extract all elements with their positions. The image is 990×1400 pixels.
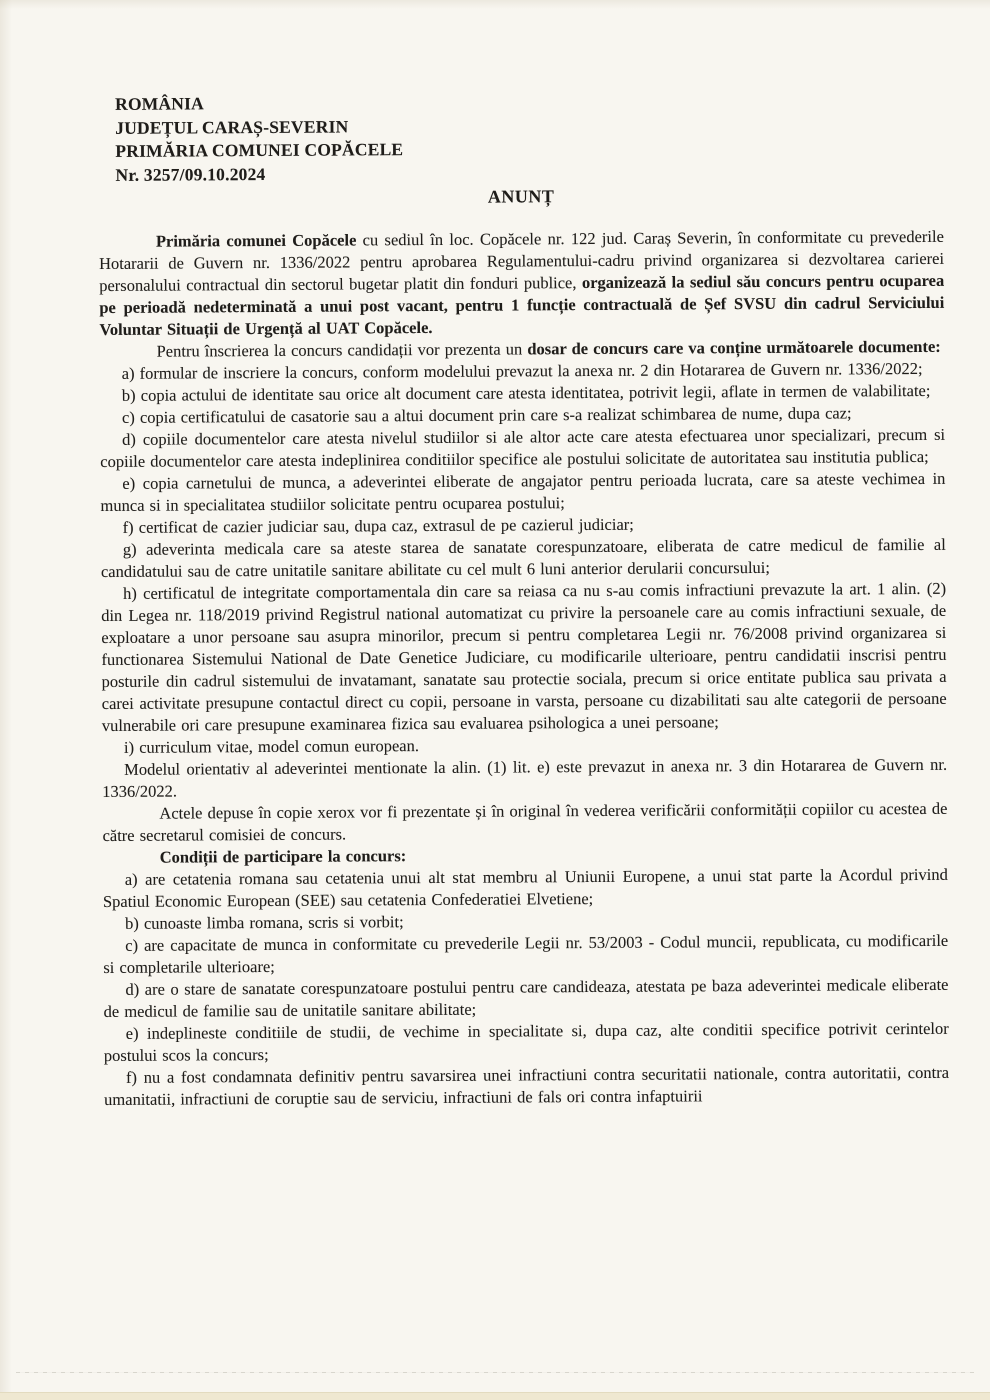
text-segment: Primăria comunei Copăcele	[155, 230, 357, 251]
text-segment: f) nu a fost condamnata definitiv pentru savarsirea unei infractiuni contra securitatii nationale, contra autoritatii, contra umanitatii, infractiuni de coruptie sau de serviciu, infractiuni de fals ori contra infaptuirii	[104, 1062, 950, 1109]
header-institution: PRIMĂRIA COMUNEI COPĂCELE	[115, 139, 404, 161]
header-county: JUDEȚUL CARAȘ-SEVERIN	[115, 115, 349, 138]
text-segment: i) curriculum vitae, model comun european.	[123, 736, 420, 757]
text-segment: Modelul orientativ al adeverintei mentionate la alin. (1) lit. e) este prevazut in anexa nr. 3 din Hotararea de Guvern nr. 1336/2022.	[102, 754, 948, 801]
text-segment: a) formular de inscriere la concurs, conform modelului prevazut la anexa nr. 2 din Hotararea de Guvern nr. 1336/2022;	[121, 358, 923, 383]
text-segment: h) certificatul de integritate comportamentala din care sa reiasa ca nu s-au comis infractiuni prevazute la art. 1 alin. (2) din Legea nr. 118/2019 privind Registrul national automatizat cu privire la persoanele care au comis infractiuni sexuale, de exploatare a unor persoane sau asupra minorilor, precum si pentru completarea Legii nr. 76/2008 privind organizarea si functionarea Sistemului National de Date Genetice Judiciare, cu modificarile ulterioare, pentru candidatii inscrisi pentru posturile din cadrul sistemului de invatamant, sanatate sau protectie sociala, precum si orice entitate publica sau privata a carei activitate presupune contactul direct cu copii, persoane in varsta, persoane cu dizabilitati sau alte categorii de persoane vulnerabile ori care presupune examinarea fizica sau evaluarea psihologica a unei persoane;	[101, 578, 947, 735]
text-segment: d) are o stare de sanatate corespunzatoare postului pentru care candideaza, atestata pe baza adeverintei medicale eliberate de medicul de familie sau de unitatile sanitare abilitate;	[103, 974, 949, 1021]
scan-edge-left	[0, 0, 12, 1400]
text-segment: d) copiile documentelor care atesta nivelul studiilor si ale altor acte care atesta efectuarea unor specializari, precum si copiile documentelor care atesta indeplinirea conditiilor specifice ale postului solicitate de autoritatea sau institutia publica;	[100, 424, 946, 471]
text-segment: g) adeverinta medicala care sa ateste starea de sanatate corespunzatoare, eliberata de catre medicul de familie al candidatului sau de catre unitatile sanitare abilitate cu cel mult 6 luni anterior derularii concursului;	[100, 534, 946, 581]
scan-edge-bottom	[0, 1392, 990, 1400]
document-sheet	[98, 88, 949, 1111]
header-country: ROMÂNIA	[115, 93, 205, 114]
text-segment: cu sediul în loc. Copăcele nr. 122 jud. Caraș Severin, în conformitate cu prevederile Hotararii de Guvern nr. 1336/2022 pentru aprobarea Regulamentului-cadru privind organizarea si dezvoltarea carierei personalului contractual din sectorul bugetar platit din fonduri publice,	[98, 226, 945, 295]
list-item	[103, 930, 948, 979]
paragraph	[102, 798, 947, 847]
header-registration-number: Nr. 3257/09.10.2024	[115, 163, 266, 185]
text-segment: dosar de concurs care va conține următoarele documente:	[527, 336, 941, 359]
list-item	[103, 864, 948, 913]
paragraph	[99, 226, 945, 341]
text-segment: e) copia carnetului de munca, a adeverintei eliberate de angajator pentru perioada lucrata, care sa ateste vechimea in munca si in specialitatea studiilor solicitate pentru ocuparea postului;	[100, 468, 946, 515]
list-item	[102, 754, 947, 803]
scan-edge-top	[0, 0, 990, 9]
list-item	[103, 974, 948, 1023]
text-segment: c) are capacitate de munca in conformitate cu prevederile Legii nr. 53/2003 - Codul muncii, republicata, cu modificarile si completarile ulterioare;	[103, 930, 949, 977]
list-item	[104, 1062, 949, 1111]
text-segment: c) copia certificatului de casatorie sau a altui document prin care s-a realizat schimbarea de nume, dupa caz;	[121, 403, 852, 427]
text-segment: a) are cetatenia romana sau cetatenia unui alt stat membru al Uniunii Europene, a unui stat parte la Acordul privind Spatiul Economic European (SEE) sau cetatenia Confederatiei Elvetiene;	[102, 864, 948, 911]
text-segment: Pentru înscrierea la concurs candidații vor prezenta un	[156, 339, 528, 361]
scan-artifact-line	[16, 1372, 974, 1373]
text-segment: f) certificat de cazier judiciar sau, dupa caz, extrasul de pe cazierul judiciar;	[122, 514, 634, 537]
list-item	[101, 578, 947, 737]
text-segment: Condiții de participare la concurs:	[159, 846, 407, 867]
list-item	[101, 534, 946, 583]
text-segment: Actele depuse în copie xerox vor fi prezentate și în original în vederea verificării conformității copiilor cu acestea de către secretarul comisiei de concurs.	[102, 798, 948, 845]
document-title: ANUNȚ	[487, 186, 555, 207]
text-segment: b) cunoaste limba romana, scris si vorbit;	[125, 912, 404, 933]
list-item	[100, 468, 945, 517]
text-segment: organizează la sediul său concurs pentru ocuparea pe perioadă nedeterminată a unui post vacant, pentru 1 funcție contractuală de Șef SVSU din cadrul Serviciului Voluntar Situații de Urgență al UAT Copăcele.	[99, 270, 945, 339]
document-body	[99, 226, 949, 1111]
list-item	[100, 424, 945, 473]
document-header	[115, 88, 944, 187]
list-item	[104, 1018, 949, 1067]
text-segment: e) indeplineste conditiile de studii, de vechime in specialitate si, dupa caz, alte conditii specifice potrivit cerintelor postului scos la concurs;	[103, 1018, 949, 1065]
text-segment: b) copia actului de identitate sau orice alt document care atesta identitatea, potrivit legii, aflate in termen de valabilitate;	[121, 380, 931, 405]
